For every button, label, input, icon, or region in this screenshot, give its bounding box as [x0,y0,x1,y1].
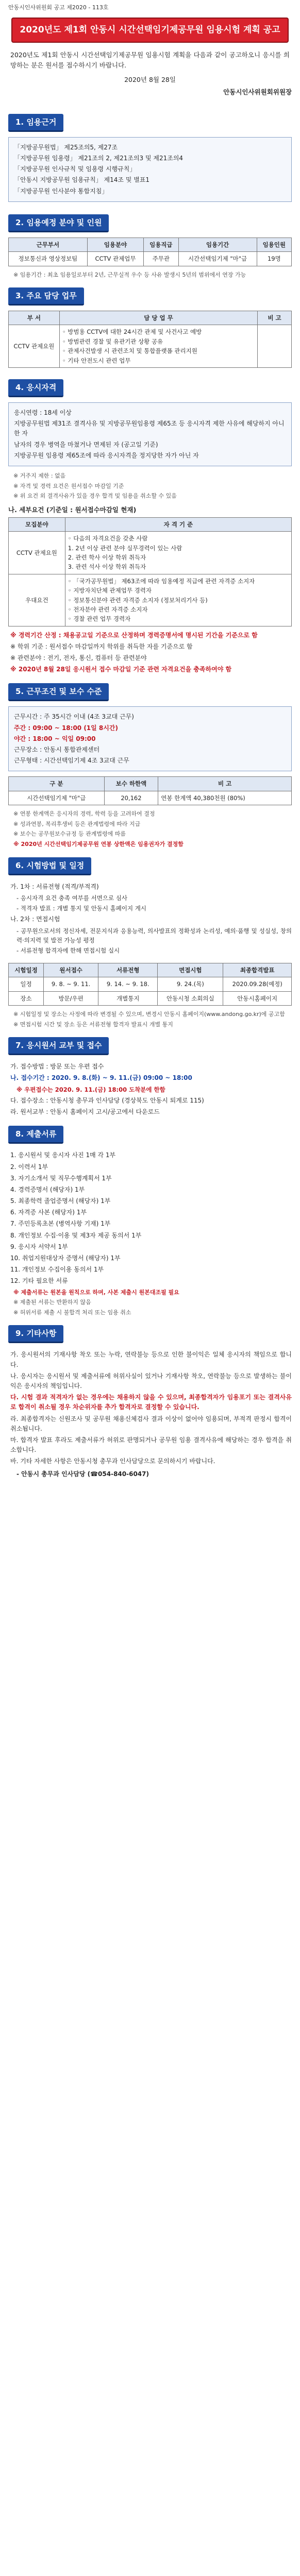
table-cell: 안동시홈페이지 [223,991,292,1005]
table-header: 최종합격발표 [223,963,292,977]
contact-info: - 안동시 총무과 인사담당 (☎054-840-6047) [16,1470,149,1478]
page-title: 2020년도 제1회 안동시 시간선택임기제공무원 임용시험 계획 공고 [11,18,289,43]
notice-number: 안동시인사위원회 공고 제2020 - 113호 [8,4,109,11]
table-header: 자 격 기 준 [65,517,291,531]
section-heading-1: 1. 임용근거 [8,114,63,132]
legal-basis-item: 「안동시 지방공무원 임용규칙」 제14조 및 별표1 [14,176,150,184]
table-header: 부 서 [9,311,60,325]
misc-item: 라. 최종합격자는 신원조사 및 공무원 채용신체검사 결과 이상이 없어야 임용되며, 부적격 판정시 합격이 취소됩니다. [10,1415,292,1432]
list-item: 7. 주민등록초본 (병역사항 기재) 1부 [10,1220,111,1228]
table-row [9,325,292,368]
table-cell: 9. 14. ~ 9. 18. [98,977,158,991]
work-condition-item: 근무시간 : 주 35시간 이내 (4조 3교대 근무) [14,713,134,721]
document-list [8,1150,292,1286]
table-row [9,991,292,1005]
section-heading-3: 3. 주요 담당 업무 [8,287,84,306]
exam-stage: - 적격자 발표 : 개별 통지 및 안동시 홈페이지 게시 [16,905,146,912]
section-heading-5: 5. 근무조건 및 보수 수준 [8,683,109,701]
list-item: 4. 경력증명서 (해당자) 1부 [10,1185,85,1193]
eligibility-item: 지방공무원 임용령 제65조에 따라 응시자격을 정지당한 자가 아닌 자 [14,451,199,459]
list-item: 9. 응시자 서약서 1부 [10,1243,68,1250]
issuing-org: 안동시인사위원회위원장 [223,88,292,96]
schedule-note: ※ 시험일정 및 장소는 사정에 따라 변경될 수 있으며, 변경시 안동시 홈페이지(www.andong.go.kr)에 공고함 [13,1011,285,1018]
qualification-remark: ※ 관련분야 : 전기, 전자, 통신, 컴퓨터 등 관련분야 [10,654,147,662]
table-cell: 9. 8. ~ 9. 11. [44,977,98,991]
qualification-remark: ※ 경력기간 산정 : 채용공고일 기준으로 산정하며 경력증명서에 명시된 기간을 기준으로 함 [10,631,258,639]
table-cell: 일정 [9,977,44,991]
table-header: 근무부서 [9,238,88,251]
table-cell [258,325,292,368]
legal-basis-item: 「지방공무원 인사분야 통합지침」 [14,187,108,195]
eligibility-item: 남자의 경우 병역을 마쳤거나 면제된 자 (공고일 기준) [14,440,158,448]
legal-basis-item: 「지방공무원 임용령」 제21조의 2, 제21조의3 및 제21조의4 [14,154,184,162]
eligibility-note: ※ 자격 및 경력 요건은 원서접수 마감일 기준 [13,482,124,489]
exam-stage: 가. 1차 : 서류전형 (적격/부적격) [10,883,99,890]
table-header: 비 고 [258,311,292,325]
table-header: 구 분 [9,777,105,791]
table-header: 임용인원 [257,238,291,251]
table-cell: 19명 [257,252,291,266]
table-cell: 연봉 한계액 40,380천원 (80%) [158,791,292,805]
duties-table [8,311,292,368]
work-conditions-box [8,706,292,771]
list-item: 10. 취업지원대상자 증명서 (해당자) 1부 [10,1255,121,1262]
list-item: 6. 자격증 사본 (해당자) 1부 [10,1209,87,1216]
table-cell: 개별통지 [98,991,158,1005]
table-header: 모집분야 [9,517,65,531]
application-item: 나. 접수기간 : 2020. 9. 8.(화) ~ 9. 11.(금) 09:00 ~ 18:00 [10,1074,192,1082]
salary-note: ※ 보수는 공무원보수규정 등 관계법령에 따름 [13,831,126,838]
salary-note: ※ 성과연봉, 복리후생비 등은 관계법령에 따라 지급 [13,820,141,827]
schedule-table [8,963,292,1006]
document-note: ※ 허위서류 제출 시 불합격 처리 또는 임용 취소 [13,1309,131,1316]
list-item: 8. 개인정보 수집·이용 및 제3자 제공 동의서 1부 [10,1231,142,1239]
intro-text: 2020년도 제1회 안동시 시간선택임기제공무원 임용시험 계획을 다음과 같이 공고하오니 응시를 희망하는 분은 원서를 접수하시기 바랍니다. [10,50,290,69]
table-header: 서류전형 [98,963,158,977]
table-cell: 방문/우편 [44,991,98,1005]
exam-stage: 나. 2차 : 면접시험 [10,916,60,923]
table-cell: CCTV 관제업무 [87,252,143,266]
work-condition-item: 주간 : 09:00 ~ 18:00 (1일 8시간) [14,724,118,732]
term-note: ※ 임용기간 : 최초 임용일로부터 2년, 근무실적 우수 등 사유 발생시 5년의 범위에서 연장 가능 [13,271,246,278]
list-item: 12. 기타 필요한 서류 [10,1277,68,1285]
misc-item: 다. 시험 결과 적격자가 없는 경우에는 채용하지 않을 수 있으며, 최종합격자가 임용포기 또는 결격사유로 합격이 취소될 경우 차순위자를 추가 합격자로 결정할 수 있습니다. [10,1394,292,1411]
work-condition-item: 야간 : 18:00 ~ 익일 09:00 [14,735,96,742]
table-cell: 장소 [9,991,44,1005]
misc-item: 마. 합격자 발표 후라도 제출서류가 허위로 판명되거나 공무원 임용 결격사유에 해당하는 경우 합격을 취소합니다. [10,1436,292,1454]
qualification-table [8,517,292,626]
misc-item: 나. 응시자는 응시원서 및 제출서류에 허위사실이 있거나 기재사항 착오, 연락불능 등으로 발생하는 불이익은 응시자의 책임입니다. [10,1372,292,1389]
work-condition-item: 근무장소 : 안동시 통합관제센터 [14,745,100,753]
document-note: ※ 제출된 서류는 반환하지 않음 [13,1299,91,1306]
table-cell: 안동시청 소회의실 [158,991,223,1005]
list-item: 2. 이력서 1부 [10,1163,48,1171]
eligibility-note: ※ 위 요건 외 결격사유가 있을 경우 합격 및 임용을 취소할 수 있음 [13,493,177,500]
misc-item: 가. 응시원서의 기재사항 착오 또는 누락, 연락불능 등으로 인한 불이익은 일체 응시자의 책임으로 합니다. [10,1351,292,1368]
salary-table [8,776,292,805]
table-cell: CCTV 관제요원 [9,532,65,574]
table-header: 임용기간 [178,238,257,251]
table-cell: 2020.09.28(예정) [223,977,292,991]
document-note: ※ 제출서류는 원본을 원칙으로 하며, 사본 제출시 원본대조필 필요 [13,1289,179,1296]
eligibility-box [8,402,292,466]
table-cell: 20,162 [104,791,158,805]
legal-basis-box [8,137,292,202]
legal-basis-item: 「지방공무원법」 제25조의5, 제27조 [14,143,118,151]
section-heading-2: 2. 임용예정 분야 및 인원 [8,214,109,232]
salary-note: ※ 연봉 한계액은 응시자의 경력, 학력 등을 고려하여 결정 [13,810,155,818]
list-item: 1. 응시원서 및 응시자 사진 1매 각 1부 [10,1151,116,1159]
table-header: 임용분야 [87,238,143,251]
table-header: 임용직급 [144,238,178,251]
misc-item: 바. 기타 자세한 사항은 안동시청 총무과 인사담당으로 문의하시기 바랍니다. [10,1458,215,1465]
table-cell: ◦ 방범용 CCTV에 대한 24시간 관제 및 사건사고 예방 ◦ 방범관련 경찰 및 유관기관 상황 공유 ◦ 관제사건발생 시 관련조치 및 통합플랫폼 관리지원 ◦ 기타 안전도시 관련 업무 [59,325,257,368]
table-cell: 시간선택임기제 "마"급 [178,252,257,266]
qualification-title: 나. 세부요건 (기준일 : 원서접수마감일 현재) [8,505,137,514]
table-row [9,977,292,991]
table-cell: ◦ 다음의 자격요건을 갖춘 사람 1. 2년 이상 관련 분야 실무경력이 있는 사람 2. 관련 학사 이상 학위 취득자 3. 관련 석사 이상 학위 취득자 [65,532,291,574]
table-cell: 시간선택임기제 "마"급 [9,791,105,805]
table-row [9,532,292,574]
table-cell: ◦ 「국가공무원법」 제63조에 따라 임용예정 직급에 관련 자격증 소지자 ◦ 지방자치단체 관제업무 경력자 ◦ 정보통신분야 관련 자격증 소지자 (정보처리기사 등) ◦ 전자분야 관련 자격증 소지자 ◦ 경찰 관련 업무 경력자 [65,574,291,626]
list-item: 11. 개인정보 수집이용 동의서 1부 [10,1266,104,1274]
eligibility-item: 응시연령 : 18세 이상 [14,409,72,417]
recruit-table [8,238,292,266]
table-cell: CCTV 관제요원 [9,325,60,368]
qualification-remark: ※ 학위 기준 : 원서접수 마감일까지 학위를 취득한 자를 기준으로 함 [10,642,193,650]
table-header: 비 고 [158,777,292,791]
schedule-note: ※ 면접시험 시간 및 장소 등은 서류전형 합격자 발표시 개별 통지 [13,1021,173,1028]
table-header: 담 당 업 무 [59,311,257,325]
table-row [9,252,292,266]
table-header: 면접시험 [158,963,223,977]
section-heading-7: 7. 응시원서 교부 및 접수 [8,1037,109,1055]
table-row [9,574,292,626]
salary-note: ※ 2020년 시간선택임기제공무원 연봉 상한액은 임용권자가 결정함 [13,840,184,848]
table-header: 시험일정 [9,963,44,977]
eligibility-item: 지방공무원법 제31조 결격사유 및 지방공무원임용령 제65조 등 응시자격 제한 사유에 해당하지 아니한 자 [14,420,285,437]
table-cell: 주무관 [144,252,178,266]
qualification-remark: ※ 2020년 8월 28일 응시원서 접수 마감일 기준 관련 자격요건을 충족하여야 함 [10,666,232,673]
table-cell: 9. 24.(목) [158,977,223,991]
list-item: 5. 최종학력 졸업증명서 (해당자) 1부 [10,1197,111,1205]
application-item: 라. 원서교부 : 안동시 홈페이지 고시/공고에서 다운로드 [10,1108,160,1116]
section-heading-4: 4. 응시자격 [8,379,63,397]
notice-date: 2020년 8월 28일 [124,75,176,83]
eligibility-note: ※ 거주지 제한 : 없음 [13,472,66,479]
table-row [9,791,292,805]
section-heading-6: 6. 시험방법 및 일정 [8,857,91,875]
legal-basis-item: 「지방공무원 인사규칙 및 임용령 시행규칙」 [14,165,136,173]
exam-stage: - 응시자격 요건 충족 여부를 서면으로 심사 [16,894,127,902]
section-heading-9: 9. 기타사항 [8,1325,63,1343]
table-cell: 정보통신과 영상정보팀 [9,252,88,266]
exam-stage: - 서류전형 합격자에 한해 면접시험 실시 [16,947,120,955]
section-heading-8: 8. 제출서류 [8,1126,63,1144]
application-item: 가. 접수방법 : 방문 또는 우편 접수 [10,1063,104,1071]
application-item: ※ 우편접수는 2020. 9. 11.(금) 18:00 도착분에 한함 [16,1086,165,1093]
list-item: 3. 자기소개서 및 직무수행계획서 1부 [10,1174,112,1182]
table-cell: 우대요건 [9,574,65,626]
table-header: 원서접수 [44,963,98,977]
application-item: 다. 접수장소 : 안동시청 총무과 인사담당 (경상북도 안동시 퇴계로 115) [10,1096,204,1104]
table-header: 보수 하한액 [104,777,158,791]
exam-stage: - 공무원으로서의 정신자세, 전문지식과 응용능력, 의사발표의 정확성과 논리성, 예의·품행 및 성실성, 창의력·의지력 및 발전 가능성 평정 [16,927,292,944]
work-condition-item: 근무형태 : 시간선택임기제 4조 3교대 근무 [14,757,129,765]
